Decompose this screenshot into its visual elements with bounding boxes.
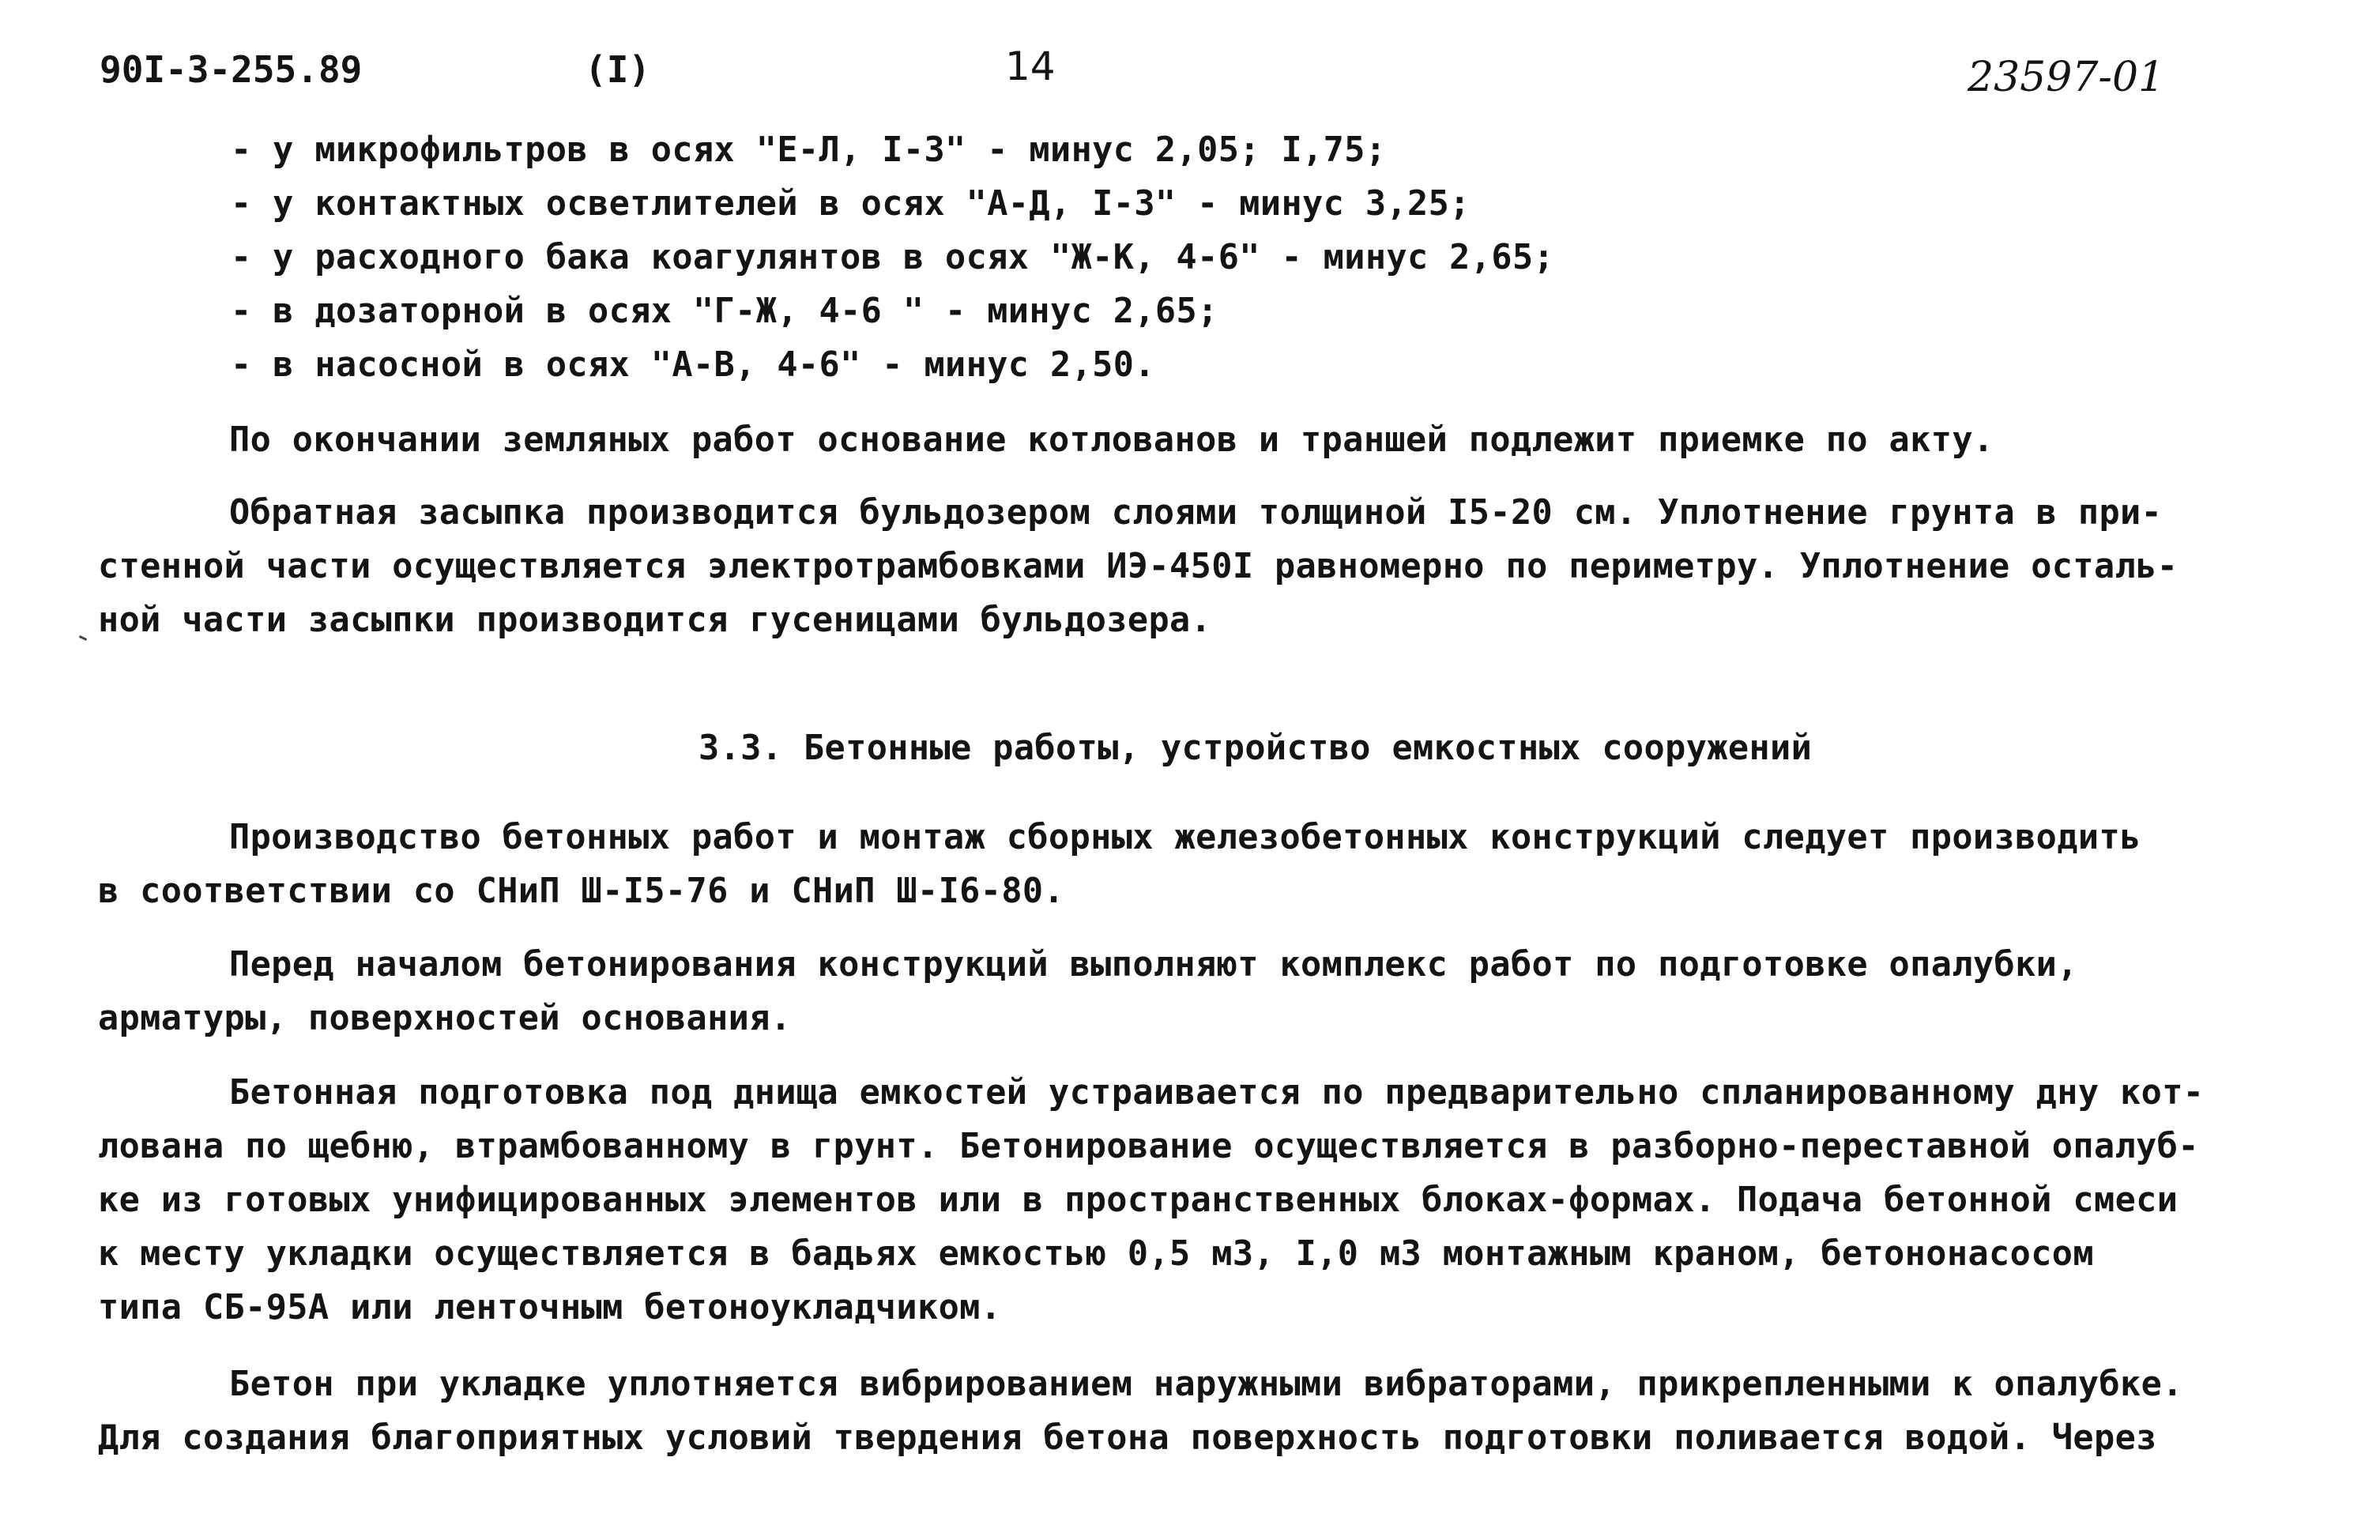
section-code: (I)	[585, 48, 651, 91]
section-title: 3.3. Бетонные работы, устройство емкостных сооружений	[699, 729, 1813, 768]
paragraph-line: к месту укладки осуществляется в бадьях емкостью 0,5 м3, I,0 м3 монтажным краном, бетононасосом	[98, 1234, 2094, 1274]
list-item: - в дозаторной в осях "Г-Ж, 4-6 " - минус 2,65;	[231, 292, 1218, 331]
paragraph-line: типа СБ-95А или ленточным бетоноукладчиком.	[98, 1288, 1002, 1327]
archive-number: 23597-01	[1968, 54, 2165, 101]
paragraph-line: Для создания благоприятных условий твердения бетона поверхность подготовки поливается водой. Через	[98, 1418, 2157, 1458]
paragraph-line: стенной части осуществляется электротрамбовками ИЭ-450I равномерно по периметру. Уплотнение осталь-	[98, 547, 2179, 586]
paragraph-line: лована по щебню, втрамбованному в грунт. Бетонирование осуществляется в разборно-переставной опалуб-	[98, 1127, 2199, 1166]
list-item: - у микрофильтров в осях "Е-Л, I-3" - минус 2,05; I,75;	[231, 130, 1387, 170]
list-item: - у расходного бака коагулянтов в осях "Ж-К, 4-6" - минус 2,65;	[231, 238, 1555, 277]
paragraph-line: Обратная засыпка производится бульдозером слоями толщиной I5-20 см. Уплотнение грунта в при-	[229, 493, 2163, 533]
paragraph-line: арматуры, поверхностей основания.	[98, 999, 792, 1038]
paragraph-line: в соответствии со СНиП Ш-I5-76 и СНиП Ш-I6-80.	[98, 872, 1065, 911]
paragraph-line: ной части засыпки производится гусеницами бульдозера.	[98, 601, 1212, 640]
margin-mark	[79, 635, 87, 641]
paragraph-line: Производство бетонных работ и монтаж сборных железобетонных конструкций следует производить	[229, 818, 2141, 857]
paragraph-line: Перед началом бетонирования конструкций выполняют комплекс работ по подготовке опалубки,	[229, 945, 2078, 985]
paragraph-line: Бетон при укладке уплотняется вибрированием наружными вибраторами, прикрепленными к опалубке.	[229, 1365, 2183, 1404]
doc-code: 90I-3-255.89	[100, 48, 363, 91]
list-item: - у контактных осветлителей в осях "А-Д, I-3" - минус 3,25;	[231, 184, 1471, 224]
paragraph-line: ке из готовых унифицированных элементов или в пространственных блоках-формах. Подача бетонной смеси	[98, 1180, 2179, 1220]
page-number: 14	[1005, 43, 1056, 89]
list-item: - в насосной в осях "А-В, 4-6" - минус 2,50.	[231, 345, 1155, 385]
paragraph-line: Бетонная подготовка под днища емкостей устраивается по предварительно спланированному дну кот-	[229, 1073, 2205, 1113]
paragraph-line: По окончании земляных работ основание котлованов и траншей подлежит приемке по акту.	[229, 420, 1994, 460]
